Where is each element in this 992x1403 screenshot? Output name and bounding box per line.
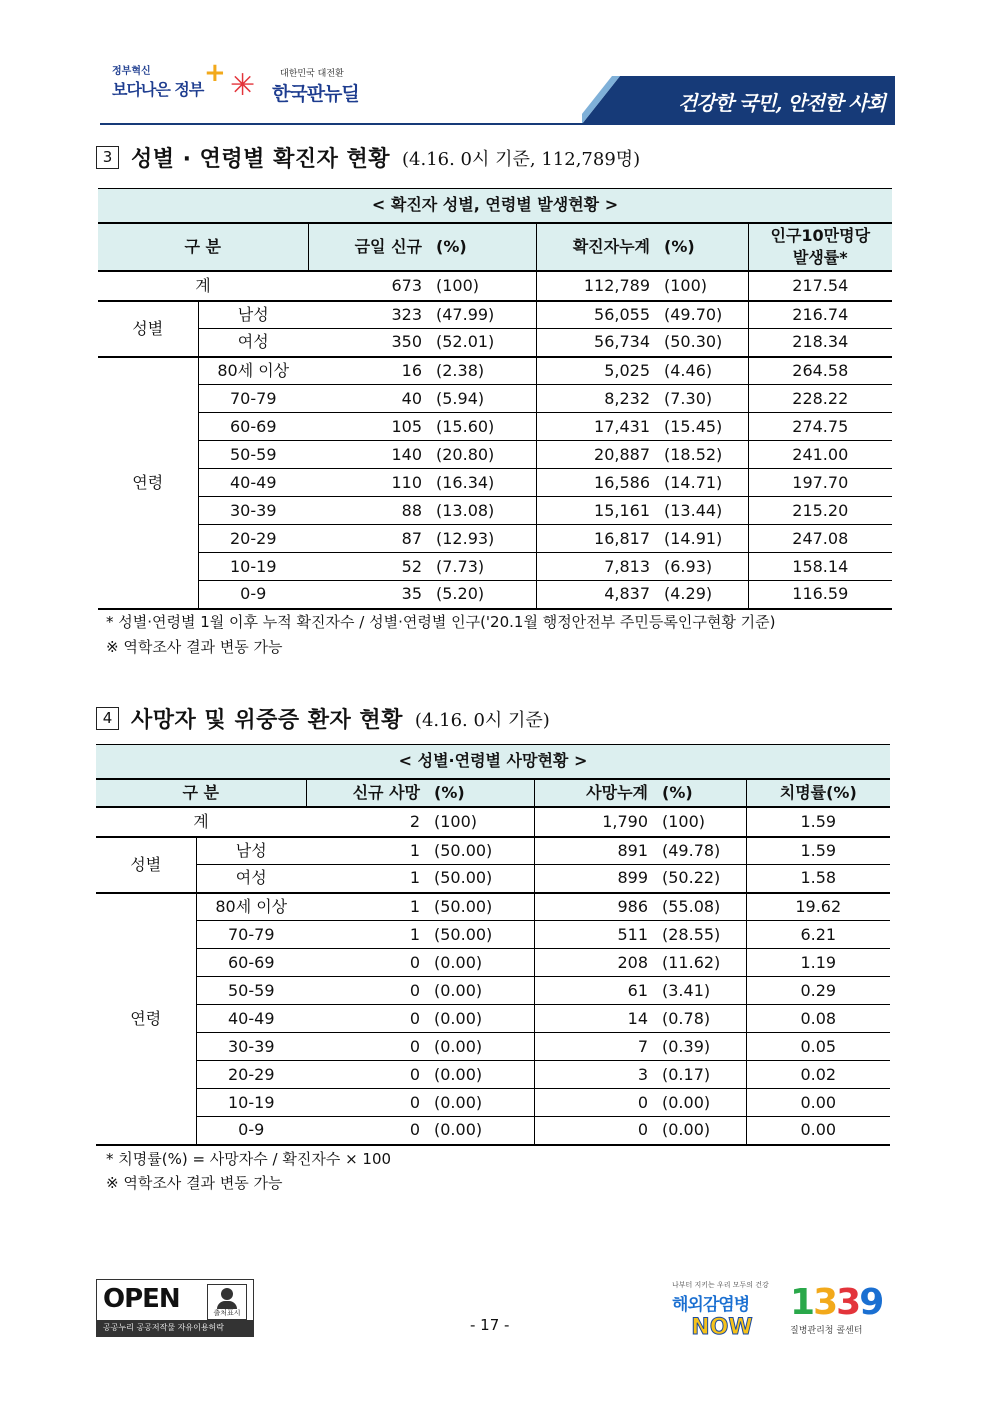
new-pct-cell: (100) — [426, 807, 534, 837]
star-burst-icon: ✳ — [230, 68, 256, 103]
government-innovation-logo — [112, 58, 226, 100]
age-row — [98, 497, 892, 525]
logo2-main-text: 한국판뉴딜 — [272, 83, 359, 105]
new-pct-cell: (47.99) — [428, 301, 536, 329]
new-pct-cell: (16.34) — [428, 469, 536, 497]
new-count-cell: 110 — [308, 469, 428, 497]
header-rate-line2: 발생률* — [792, 247, 848, 267]
rate-cell: 274.75 — [748, 413, 892, 441]
age-row — [98, 469, 892, 497]
age-label: 0-9 — [198, 581, 308, 609]
new-pct-cell: (50.00) — [426, 921, 534, 949]
age-label: 80세 이상 — [198, 357, 308, 385]
cumulative-pct-cell: (14.71) — [656, 469, 748, 497]
rate-cell: 247.08 — [748, 525, 892, 553]
age-row — [98, 553, 892, 581]
header-category: 구 분 — [96, 779, 306, 807]
attribution-icon — [207, 1284, 247, 1320]
table-caption-row — [98, 189, 892, 223]
cumulative-pct-cell: (4.46) — [656, 357, 748, 385]
section4-note2: ※ 역학조사 결과 변동 가능 — [106, 1174, 283, 1192]
header-new: 금일 신규 — [308, 223, 428, 271]
new-count-cell: 1 — [306, 893, 426, 921]
cumulative-pct-cell: (18.52) — [656, 441, 748, 469]
rate-cell: 0.05 — [746, 1033, 890, 1061]
rate-cell: 1.59 — [746, 837, 890, 865]
cumulative-pct-cell: (0.00) — [654, 1089, 746, 1117]
new-count-cell: 105 — [308, 413, 428, 441]
new-count-cell: 87 — [308, 525, 428, 553]
age-group-label: 연령 — [98, 357, 198, 609]
age-label: 0-9 — [196, 1117, 306, 1145]
call-center-digits: 1339 — [790, 1282, 883, 1323]
rate-cell: 218.34 — [748, 329, 892, 357]
kdca-1339-logo — [790, 1282, 898, 1336]
new-pct-cell: (50.00) — [426, 837, 534, 865]
rate-cell: 6.21 — [746, 921, 890, 949]
total-row — [98, 271, 892, 301]
age-label: 60-69 — [196, 949, 306, 977]
cumulative-pct-cell: (4.29) — [656, 581, 748, 609]
slogan-banner — [582, 76, 895, 124]
cumulative-count-cell: 17,431 — [536, 413, 656, 441]
new-pct-cell: (5.20) — [428, 581, 536, 609]
new-pct-cell: (2.38) — [428, 357, 536, 385]
rate-cell: 1.58 — [746, 865, 890, 893]
sex-row — [96, 837, 890, 865]
cumulative-count-cell: 7 — [534, 1033, 654, 1061]
new-count-cell: 16 — [308, 357, 428, 385]
cumulative-pct-cell: (49.78) — [654, 837, 746, 865]
rate-cell: 215.20 — [748, 497, 892, 525]
sex-label: 남성 — [198, 301, 308, 329]
cumulative-count-cell: 61 — [534, 977, 654, 1005]
rate-cell: 0.29 — [746, 977, 890, 1005]
cumulative-pct-cell: (0.00) — [654, 1117, 746, 1145]
table-caption: < 확진자 성별, 연령별 발생현황 > — [98, 189, 892, 223]
age-row — [98, 441, 892, 469]
cumulative-pct-cell: (13.44) — [656, 497, 748, 525]
age-row — [98, 385, 892, 413]
rate-cell: 19.62 — [746, 893, 890, 921]
new-pct-cell: (13.08) — [428, 497, 536, 525]
new-count-cell: 0 — [306, 1005, 426, 1033]
age-row — [98, 581, 892, 609]
sex-label: 남성 — [196, 837, 306, 865]
new-count-cell: 1 — [306, 865, 426, 893]
age-label: 20-29 — [198, 525, 308, 553]
new-count-cell: 1 — [306, 837, 426, 865]
now-word: NOW — [691, 1315, 753, 1340]
sex-label: 여성 — [198, 329, 308, 357]
cumulative-pct-cell: (50.30) — [656, 329, 748, 357]
age-label: 30-39 — [196, 1033, 306, 1061]
new-pct-cell: (50.00) — [426, 865, 534, 893]
new-count-cell: 0 — [306, 1033, 426, 1061]
rate-cell: 0.08 — [746, 1005, 890, 1033]
cumulative-count-cell: 56,734 — [536, 329, 656, 357]
section3-note2: ※ 역학조사 결과 변동 가능 — [106, 638, 283, 656]
header-rate-line1: 인구10만명당 — [770, 225, 871, 245]
kogl-open-license-badge — [96, 1279, 254, 1337]
age-row — [96, 1117, 890, 1145]
attribution-label: 출처표시 — [213, 1309, 241, 1317]
sex-row — [98, 329, 892, 357]
cumulative-count-cell: 986 — [534, 893, 654, 921]
new-count-cell: 350 — [308, 329, 428, 357]
logo2-small-text: 대한민국 대전환 — [280, 69, 344, 79]
new-pct-cell: (0.00) — [426, 949, 534, 977]
age-row — [96, 893, 890, 921]
new-count-cell: 323 — [308, 301, 428, 329]
table-header-row — [98, 223, 892, 271]
new-pct-cell: (0.00) — [426, 1033, 534, 1061]
cumulative-pct-cell: (55.08) — [654, 893, 746, 921]
cumulative-count-cell: 4,837 — [536, 581, 656, 609]
now-main-text: 해외감염병 — [672, 1295, 750, 1315]
confirmed-cases-table — [98, 188, 892, 610]
age-label: 80세 이상 — [196, 893, 306, 921]
header-cumulative: 확진자누계 — [536, 223, 656, 271]
cumulative-count-cell: 1,790 — [534, 807, 654, 837]
age-label: 60-69 — [198, 413, 308, 441]
cumulative-pct-cell: (28.55) — [654, 921, 746, 949]
age-row — [98, 357, 892, 385]
age-label: 10-19 — [198, 553, 308, 581]
age-row — [98, 413, 892, 441]
section4-number: 4 — [96, 707, 119, 730]
cumulative-pct-cell: (0.78) — [654, 1005, 746, 1033]
section3-title: 성별 · 연령별 확진자 현황 — [131, 147, 391, 172]
new-pct-cell: (0.00) — [426, 1061, 534, 1089]
age-label: 10-19 — [196, 1089, 306, 1117]
section3-subtitle: (4.16. 0시 기준, 112,789명) — [402, 148, 641, 170]
new-pct-cell: (20.80) — [428, 441, 536, 469]
header-cumulative-pct: (%) — [654, 779, 746, 807]
cumulative-count-cell: 14 — [534, 1005, 654, 1033]
rate-cell: 264.58 — [748, 357, 892, 385]
age-row — [96, 921, 890, 949]
table-caption-row — [96, 745, 890, 779]
age-label: 50-59 — [196, 977, 306, 1005]
rate-cell: 241.00 — [748, 441, 892, 469]
age-row — [96, 1033, 890, 1061]
cumulative-pct-cell: (11.62) — [654, 949, 746, 977]
deaths-table — [96, 744, 890, 1146]
sex-row — [96, 865, 890, 893]
new-pct-cell: (12.93) — [428, 525, 536, 553]
total-label: 계 — [96, 807, 306, 837]
rate-cell: 0.02 — [746, 1061, 890, 1089]
header-new: 신규 사망 — [306, 779, 426, 807]
age-row — [98, 525, 892, 553]
header-rate: 치명률(%) — [746, 779, 890, 807]
rate-cell: 0.00 — [746, 1089, 890, 1117]
new-count-cell: 88 — [308, 497, 428, 525]
rate-cell: 116.59 — [748, 581, 892, 609]
cumulative-count-cell: 20,887 — [536, 441, 656, 469]
open-text: OPEN — [103, 1284, 180, 1314]
sex-group-label: 성별 — [96, 837, 196, 893]
age-label: 40-49 — [196, 1005, 306, 1033]
header-new-pct: (%) — [428, 223, 536, 271]
new-pct-cell: (0.00) — [426, 1089, 534, 1117]
cumulative-pct-cell: (0.39) — [654, 1033, 746, 1061]
cumulative-count-cell: 56,055 — [536, 301, 656, 329]
slogan-text: 건강한 국민, 안전한 사회 — [677, 91, 885, 115]
rate-cell: 217.54 — [748, 271, 892, 301]
age-row — [96, 1061, 890, 1089]
rate-cell: 1.19 — [746, 949, 890, 977]
section4-title: 사망자 및 위중증 환자 현황 — [131, 708, 403, 733]
rate-cell: 216.74 — [748, 301, 892, 329]
cumulative-count-cell: 891 — [534, 837, 654, 865]
total-row — [96, 807, 890, 837]
rate-cell: 197.70 — [748, 469, 892, 497]
age-label: 50-59 — [198, 441, 308, 469]
plus-icon: + — [204, 58, 226, 88]
new-count-cell: 40 — [308, 385, 428, 413]
new-pct-cell: (52.01) — [428, 329, 536, 357]
new-pct-cell: (7.73) — [428, 553, 536, 581]
cumulative-count-cell: 3 — [534, 1061, 654, 1089]
cumulative-count-cell: 511 — [534, 921, 654, 949]
new-count-cell: 0 — [306, 1061, 426, 1089]
new-count-cell: 673 — [308, 271, 428, 301]
cumulative-pct-cell: (6.93) — [656, 553, 748, 581]
rate-cell: 158.14 — [748, 553, 892, 581]
header-divider — [100, 123, 895, 125]
cumulative-pct-cell: (7.30) — [656, 385, 748, 413]
cumulative-pct-cell: (3.41) — [654, 977, 746, 1005]
total-label: 계 — [98, 271, 308, 301]
section4-note1: * 치명률(%) = 사망자수 / 확진자수 × 100 — [106, 1150, 392, 1168]
overseas-infection-now-logo — [672, 1280, 772, 1340]
new-pct-cell: (50.00) — [426, 893, 534, 921]
now-small-text: 나부터 지키는 우리 모두의 건강 — [672, 1281, 769, 1289]
age-group-label: 연령 — [96, 893, 196, 1145]
age-row — [96, 1089, 890, 1117]
age-row — [96, 1005, 890, 1033]
section4-subtitle: (4.16. 0시 기준) — [414, 709, 550, 731]
cumulative-count-cell: 16,817 — [536, 525, 656, 553]
new-pct-cell: (0.00) — [426, 1005, 534, 1033]
new-pct-cell: (5.94) — [428, 385, 536, 413]
cumulative-pct-cell: (49.70) — [656, 301, 748, 329]
header-cumulative: 사망누계 — [534, 779, 654, 807]
page-number: - 17 - — [470, 1316, 510, 1334]
age-label: 70-79 — [198, 385, 308, 413]
age-label: 20-29 — [196, 1061, 306, 1089]
age-label: 30-39 — [198, 497, 308, 525]
table-caption: < 성별·연령별 사망현황 > — [96, 745, 890, 779]
cumulative-count-cell: 899 — [534, 865, 654, 893]
cumulative-count-cell: 5,025 — [536, 357, 656, 385]
rate-cell: 1.59 — [746, 807, 890, 837]
header-rate — [748, 223, 892, 271]
section3-note1: * 성별·연령별 1월 이후 누적 확진자수 / 성별·연령별 인구('20.1월 행정안전부 주민등록인구현황 기준) — [106, 613, 776, 631]
rate-cell: 0.00 — [746, 1117, 890, 1145]
age-label: 70-79 — [196, 921, 306, 949]
new-count-cell: 0 — [306, 977, 426, 1005]
cumulative-pct-cell: (100) — [654, 807, 746, 837]
cumulative-count-cell: 7,813 — [536, 553, 656, 581]
new-count-cell: 52 — [308, 553, 428, 581]
sex-label: 여성 — [196, 865, 306, 893]
new-count-cell: 0 — [306, 949, 426, 977]
sex-row — [98, 301, 892, 329]
new-pct-cell: (0.00) — [426, 977, 534, 1005]
cumulative-count-cell: 8,232 — [536, 385, 656, 413]
age-row — [96, 977, 890, 1005]
cumulative-pct-cell: (0.17) — [654, 1061, 746, 1089]
new-count-cell: 140 — [308, 441, 428, 469]
cumulative-pct-cell: (14.91) — [656, 525, 748, 553]
cumulative-count-cell: 112,789 — [536, 271, 656, 301]
new-count-cell: 1 — [306, 921, 426, 949]
rate-cell: 228.22 — [748, 385, 892, 413]
cumulative-count-cell: 0 — [534, 1117, 654, 1145]
cumulative-count-cell: 208 — [534, 949, 654, 977]
new-pct-cell: (15.60) — [428, 413, 536, 441]
header-cumulative-pct: (%) — [656, 223, 748, 271]
sex-group-label: 성별 — [98, 301, 198, 357]
header-category: 구 분 — [98, 223, 308, 271]
new-pct-cell: (0.00) — [426, 1117, 534, 1145]
call-center-caption: 질병관리청 콜센터 — [790, 1326, 863, 1336]
new-count-cell: 2 — [306, 807, 426, 837]
age-label: 40-49 — [198, 469, 308, 497]
new-pct-cell: (100) — [428, 271, 536, 301]
cumulative-pct-cell: (50.22) — [654, 865, 746, 893]
logo1-main-text: 보다나은 정부 — [112, 80, 204, 99]
logo1-small-text: 정부혁신 — [112, 66, 151, 77]
age-row — [96, 949, 890, 977]
cumulative-count-cell: 15,161 — [536, 497, 656, 525]
section3-heading — [96, 142, 640, 173]
section4-heading — [96, 703, 550, 734]
cumulative-count-cell: 0 — [534, 1089, 654, 1117]
new-count-cell: 0 — [306, 1117, 426, 1145]
cumulative-count-cell: 16,586 — [536, 469, 656, 497]
cumulative-pct-cell: (15.45) — [656, 413, 748, 441]
header-new-pct: (%) — [426, 779, 534, 807]
new-count-cell: 35 — [308, 581, 428, 609]
open-caption: 공공누리 공공저작물 자유이용허락 — [97, 1320, 253, 1336]
new-count-cell: 0 — [306, 1089, 426, 1117]
table-header-row — [96, 779, 890, 807]
cumulative-pct-cell: (100) — [656, 271, 748, 301]
section3-number: 3 — [96, 146, 119, 169]
